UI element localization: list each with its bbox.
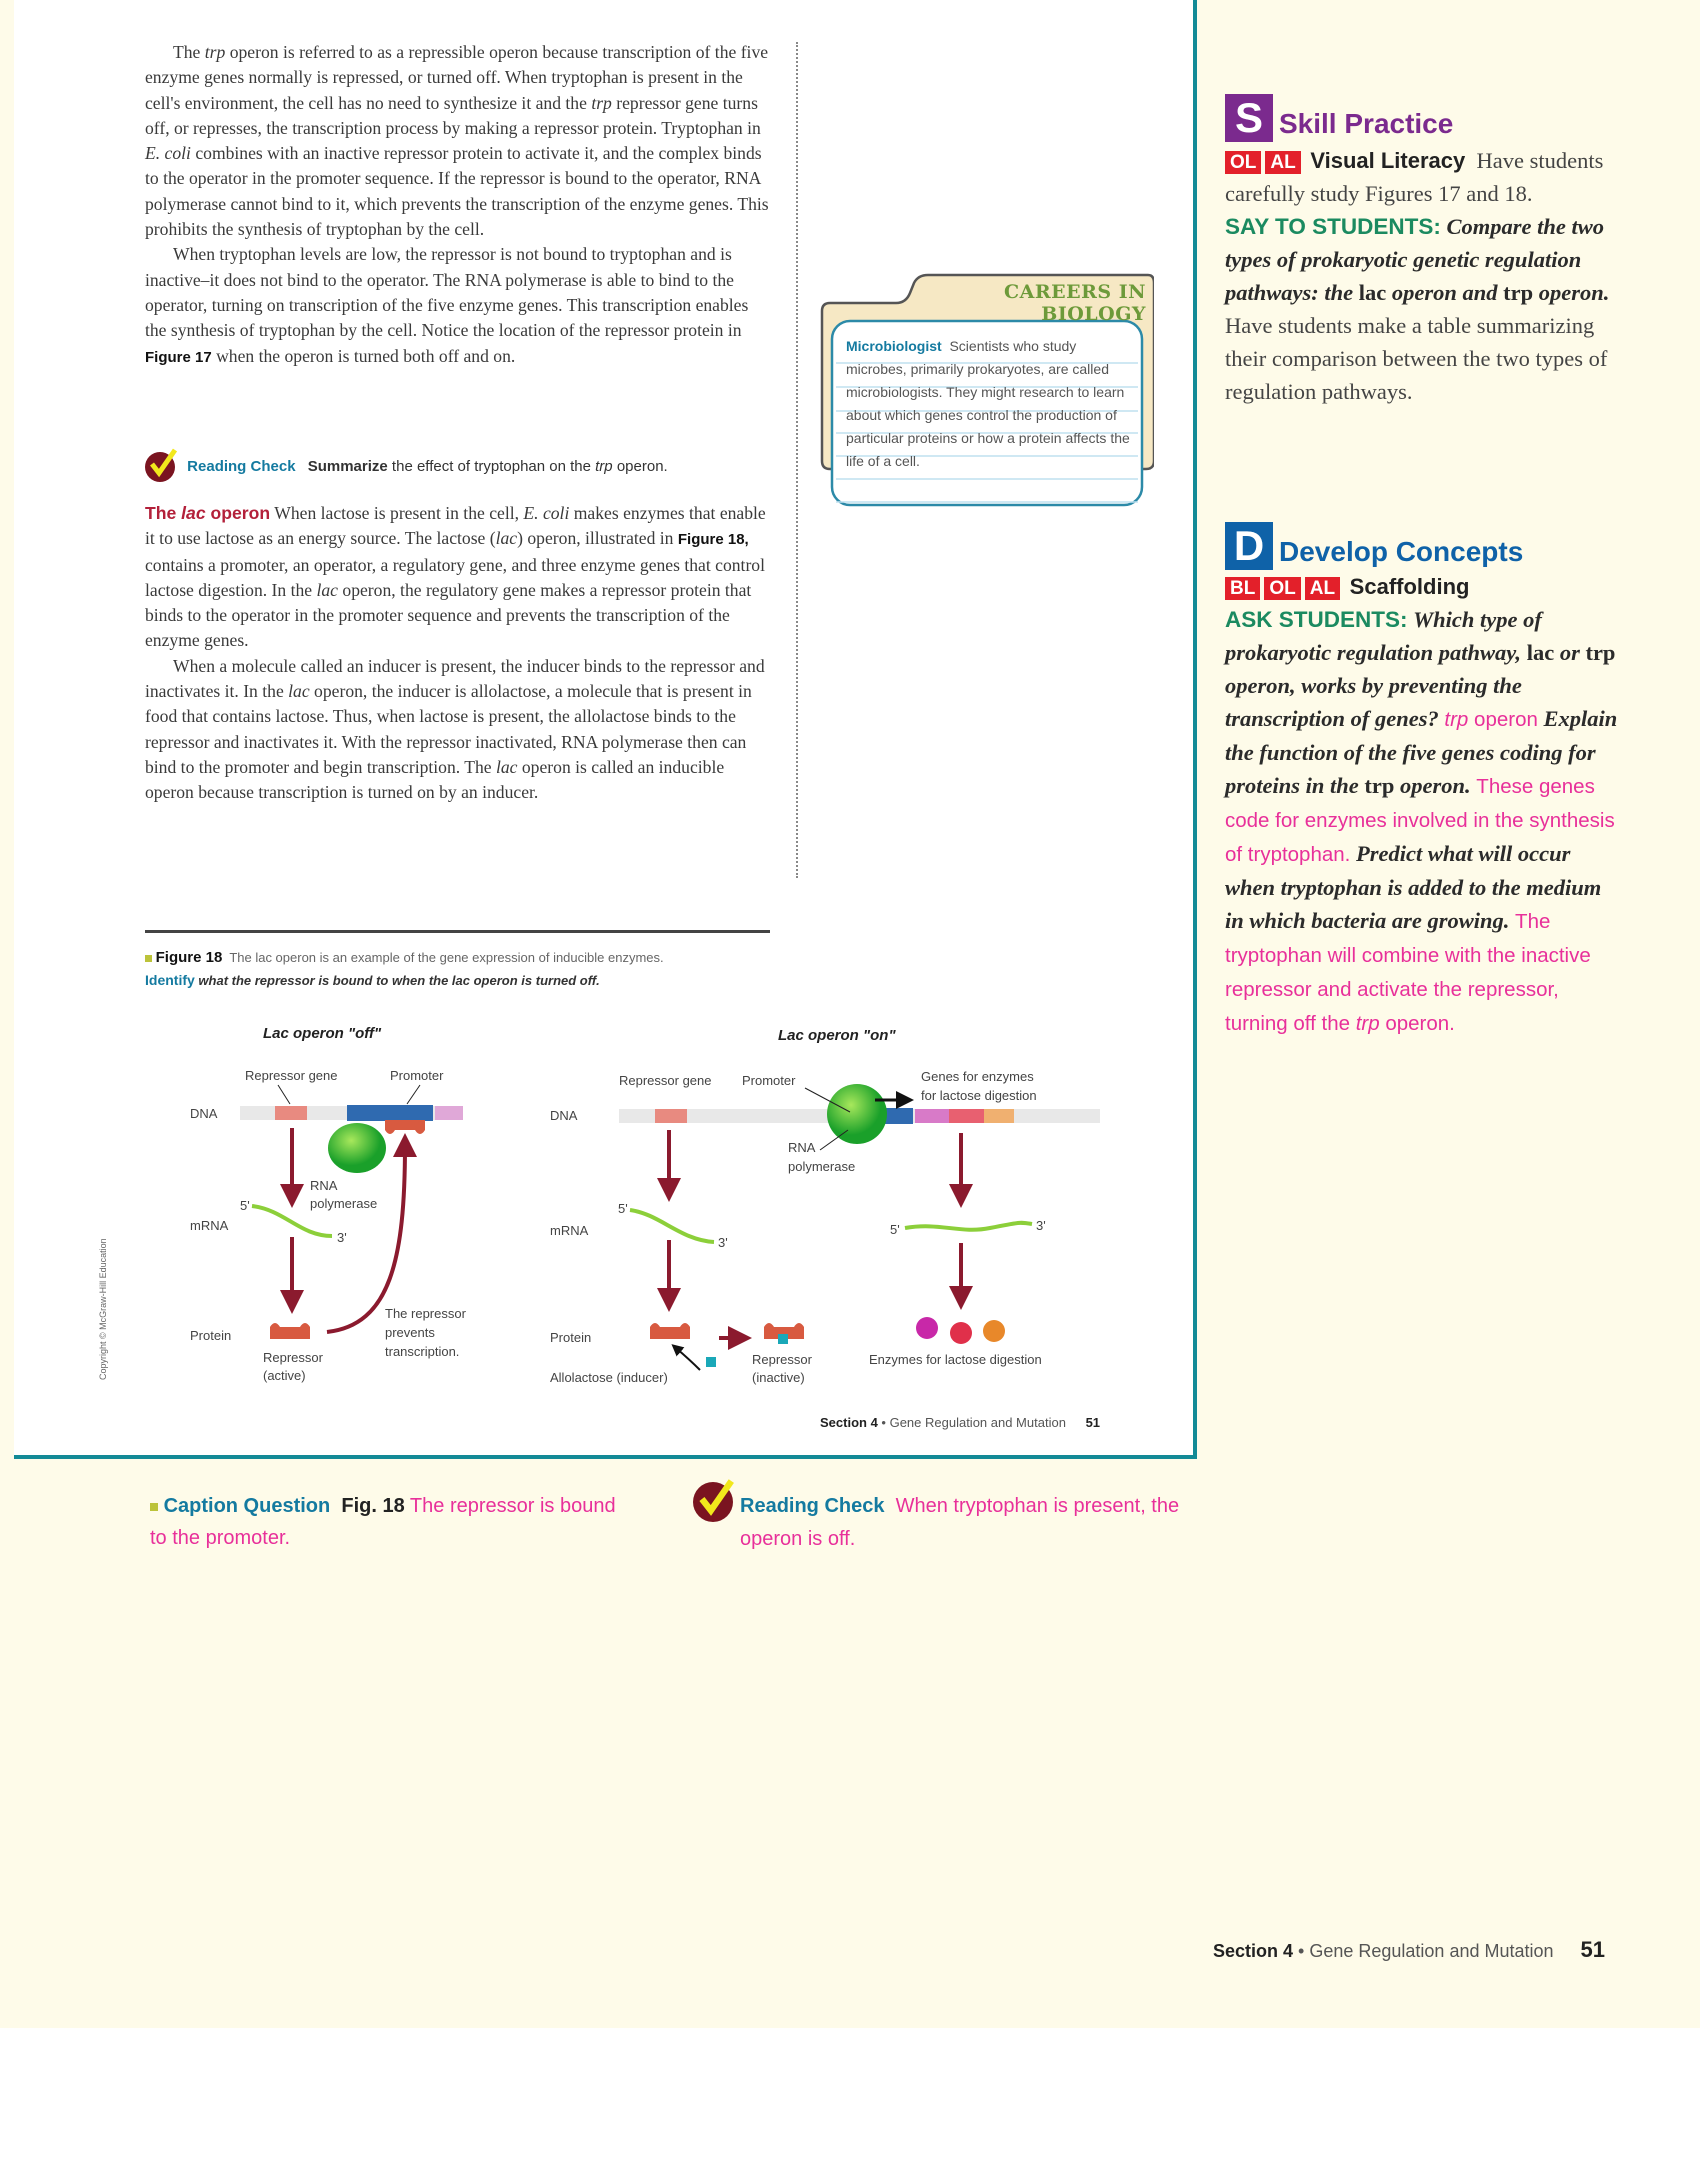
develop-concepts	[1225, 522, 1620, 1040]
question: trp	[1585, 640, 1616, 665]
ask-students-label: ASK STUDENTS:	[1225, 607, 1408, 632]
skill-practice-icon: S	[1225, 94, 1273, 142]
text-segment: lac	[288, 681, 310, 702]
label-genes: for lactose digestion	[921, 1088, 1037, 1103]
answer: trp	[1355, 1012, 1380, 1035]
footer-title: Gene Regulation and Mutation	[889, 1415, 1066, 1430]
text-segment: trp	[591, 92, 612, 113]
label-promoter: Promoter	[390, 1068, 444, 1083]
develop-concepts-heading: Develop Concepts	[1279, 536, 1524, 567]
answer: operon.	[1379, 1012, 1455, 1035]
develop-concepts-icon: D	[1225, 522, 1273, 570]
question: Explain the function of the five genes coding for proteins in the	[1225, 706, 1618, 798]
skill-text: Have students make a table summarizing their comparison between the two types of regulation pathways.	[1225, 313, 1608, 404]
badge-al: AL	[1305, 577, 1340, 600]
note: transcription.	[385, 1344, 460, 1359]
say-to-students-label: SAY TO STUDENTS:	[1225, 214, 1441, 239]
label-5prime: 5'	[240, 1198, 250, 1213]
reading-check-icon	[693, 1482, 733, 1522]
gene-segment	[949, 1109, 984, 1123]
careers-term: Microbiologist	[846, 338, 942, 354]
skill-text: Have students carefully study Figures 17 and 18.	[1225, 148, 1604, 206]
text-segment: lac	[495, 528, 518, 549]
caption-question-answer	[150, 1490, 620, 1554]
label-polymerase: polymerase	[310, 1196, 378, 1211]
text-segment: when the operon is turned both off and on.	[211, 345, 516, 366]
gene-segment	[915, 1109, 949, 1123]
label-dna: DNA	[550, 1108, 578, 1123]
develop-subhead: Scaffolding	[1349, 574, 1470, 599]
reading-check-text: operon.	[612, 457, 668, 475]
reading-check-verb: Summarize	[307, 457, 388, 475]
question: lac	[1526, 640, 1555, 665]
text-segment: operon is called an inducible operon because transcription is turned on by an inducer.	[145, 756, 725, 803]
page-number: 51	[1580, 1937, 1606, 1962]
question: or	[1554, 640, 1586, 665]
enzyme	[950, 1322, 972, 1344]
answer: These genes code for enzymes involved in the synthesis of tryptophan.	[1225, 775, 1615, 866]
text-segment: When lactose is present in the cell,	[270, 503, 524, 523]
text-segment: When tryptophan levels are low, the repressor is not bound to tryptophan and is inactive–it does not bind to the operator. The RNA polymerase is able to bind to the operator, turning on transcription of the five enzyme genes. This transcription enables the synthesis of tryptophan by the cell. Notice the location of the repressor protein in	[145, 244, 749, 341]
note: prevents	[385, 1325, 435, 1340]
label-rna: RNA	[788, 1140, 816, 1155]
promoter-segment	[885, 1108, 913, 1124]
caption-question-label: Caption Question	[163, 1495, 331, 1517]
text-segment: The	[145, 503, 182, 523]
repressor-protein	[270, 1323, 310, 1339]
label-5prime: 5'	[618, 1201, 628, 1216]
label-rna: RNA	[310, 1178, 338, 1193]
footer-section: Section 4	[1213, 1941, 1294, 1961]
note: The repressor	[385, 1306, 466, 1321]
text-segment: operon	[205, 503, 271, 523]
careers-title: CAREERS IN BIOLOGY	[1004, 281, 1146, 325]
rna-polymerase	[827, 1084, 887, 1144]
question: Which type of prokaryotic regulation pathway,	[1225, 607, 1542, 665]
text-segment: E. coli	[145, 143, 191, 164]
mrna-strand	[630, 1210, 714, 1242]
rna-polymerase	[328, 1123, 386, 1173]
label-3prime: 3'	[1036, 1218, 1046, 1233]
question: operon and	[1386, 280, 1504, 305]
label-repressor: Repressor	[263, 1350, 323, 1365]
caption-question-fig: Fig. 18	[341, 1495, 405, 1517]
allolactose-molecule	[706, 1357, 716, 1367]
reading-check-answer-text: When tryptophan is present, the operon is off.	[740, 1495, 1180, 1550]
question: operon.	[1394, 773, 1471, 798]
label-dna: DNA	[190, 1106, 218, 1121]
footer-bullet: •	[1293, 1941, 1310, 1961]
careers-description: Scientists who study microbes, primarily prokaryotes, are called microbiologists. They might research to learn about which genes control the production of particular proteins or how a protein affects the life of a cell.	[846, 338, 1130, 469]
text-segment: trp	[204, 42, 226, 62]
reading-check-label: Reading Check	[740, 1495, 885, 1517]
text-segment: repressor gene turns off, or represses, the transcription process by making a repressor protein. Tryptophan in	[145, 92, 761, 138]
reading-check-label: Reading Check	[187, 457, 296, 475]
label-promoter: Promoter	[742, 1073, 796, 1088]
question: Compare the two types of prokaryotic genetic regulation pathways: the	[1225, 214, 1605, 305]
label-enzymes: Enzymes for lactose digestion	[869, 1352, 1042, 1367]
identify-label: Identify	[145, 972, 195, 988]
text-segment: operon, the inducer is allolactose, a molecule that is present in food that contains lactose. Thus, when lactose is present, the allolactose binds to the repressor and inactivates it. With the repressor inactivated, RNA polymerase then can bind to the promoter and begin transcription. The	[145, 681, 752, 777]
gene-segment	[435, 1106, 463, 1120]
text-segment: E. coli	[523, 503, 570, 523]
label-polymerase: polymerase	[788, 1159, 856, 1174]
promoter-segment	[347, 1105, 433, 1121]
label-mrna: mRNA	[550, 1223, 589, 1238]
page-footer	[820, 1415, 1100, 1430]
text-segment: Figure 18,	[677, 531, 749, 549]
copyright: Copyright © McGraw-Hill Education	[98, 1238, 108, 1380]
text-segment: ) operon, illustrated in	[517, 528, 678, 549]
bullet-icon	[150, 1503, 158, 1511]
identify-question: what the repressor is bound to when the lac operon is turned off.	[198, 973, 600, 988]
question: operon.	[1533, 280, 1610, 305]
label-genes: Genes for enzymes	[921, 1069, 1034, 1084]
label-protein: Protein	[190, 1328, 232, 1343]
badge-al: AL	[1265, 151, 1300, 174]
question: operon, works by preventing the transcription of genes?	[1225, 673, 1522, 731]
mrna-strand	[905, 1223, 1032, 1230]
label-repressor-state: (active)	[263, 1368, 306, 1383]
text-segment: The	[173, 42, 205, 62]
checkmark-icon	[693, 1482, 733, 1522]
footer-section: Section 4	[820, 1415, 878, 1430]
enzyme	[916, 1317, 938, 1339]
lac-operon-diagram	[0, 0, 1200, 1450]
reading-check-answer	[740, 1490, 1180, 1556]
page-number: 51	[1085, 1415, 1101, 1430]
text-segment: operon, the regulatory gene makes a repressor protein that binds to the operator in the promoter sequence and prevents the transcription of the enzyme genes.	[145, 579, 752, 651]
footer-bullet: •	[877, 1415, 890, 1430]
text-segment: lac	[181, 503, 206, 523]
label-5prime: 5'	[890, 1222, 900, 1237]
label-repressor-state: (inactive)	[752, 1370, 805, 1385]
enzyme	[983, 1320, 1005, 1342]
repressor-protein	[650, 1323, 690, 1339]
repressor-gene-segment	[655, 1109, 687, 1123]
text-segment: makes enzymes that enable it to use lactose as an energy source. The lactose (	[145, 503, 766, 549]
text-segment: contains a promoter, an operator, a regulatory gene, and three enzyme genes that control lactose digestion. In the	[145, 554, 765, 600]
label-mrna: mRNA	[190, 1218, 229, 1233]
teacher-page-footer	[1213, 1937, 1605, 1963]
answer: operon	[1468, 708, 1538, 731]
off-title: Lac operon "off"	[263, 1025, 382, 1042]
badge-bl: BL	[1225, 577, 1260, 600]
label-repressor-gene: Repressor gene	[619, 1073, 712, 1088]
label-allolactose: Allolactose (inducer)	[550, 1370, 668, 1385]
text-segment: lac	[495, 756, 518, 777]
label-3prime: 3'	[718, 1235, 728, 1250]
reading-check-text: trp	[595, 457, 613, 475]
question: trp	[1503, 280, 1534, 305]
repressor-gene-segment	[275, 1106, 307, 1120]
caption-question-answer-text: The repressor is bound to the promoter.	[150, 1495, 616, 1549]
reading-check-text: the effect of tryptophan on the	[387, 457, 596, 475]
skill-practice	[1225, 94, 1620, 408]
badge-ol: OL	[1264, 577, 1300, 600]
label-repressor: Repressor	[752, 1352, 812, 1367]
text-segment: Figure 17	[145, 348, 212, 366]
answer: trp	[1444, 708, 1469, 731]
on-title: Lac operon "on"	[778, 1027, 896, 1044]
question: trp	[1364, 773, 1395, 798]
skill-practice-heading: Skill Practice	[1279, 108, 1454, 139]
answer: The tryptophan will combine with the inactive repressor and activate the repressor, turning off the	[1225, 910, 1591, 1035]
badge-ol: OL	[1225, 151, 1261, 174]
inducer-bound	[778, 1334, 788, 1344]
text-segment: combines with an inactive repressor protein to activate it, and the complex binds to the operator in the promoter sequence. If the repressor is bound to the operator, RNA polymerase cannot bind to it, which prevents the transcription of the enzyme genes. This prohibits the synthesis of tryptophan by the cell.	[145, 143, 769, 240]
label-protein: Protein	[550, 1330, 592, 1345]
question: Predict what will occur when tryptophan is added to the medium in which bacteria are growing.	[1225, 841, 1602, 933]
skill-subhead: Visual Literacy	[1310, 148, 1466, 173]
footer-title: Gene Regulation and Mutation	[1309, 1941, 1554, 1961]
label-repressor-gene: Repressor gene	[245, 1068, 338, 1083]
text-segment: operon is referred to as a repressible operon because transcription of the five enzyme genes normally is repressed, or turned off. When tryptophan is present in the cell's environment, the cell has no need to synthesize it and the	[145, 42, 769, 113]
figure-caption-text: The lac operon is an example of the gene expression of inducible enzymes.	[229, 950, 664, 965]
question: lac	[1358, 280, 1387, 305]
figure-label: Figure 18	[155, 949, 223, 966]
repressor-bound	[385, 1120, 425, 1134]
gene-segment	[984, 1109, 1014, 1123]
text-segment: lac	[316, 579, 338, 600]
text-segment: When a molecule called an inducer is present, the inducer binds to the repressor and inactivates it. In the	[145, 655, 765, 702]
label-3prime: 3'	[337, 1230, 347, 1245]
